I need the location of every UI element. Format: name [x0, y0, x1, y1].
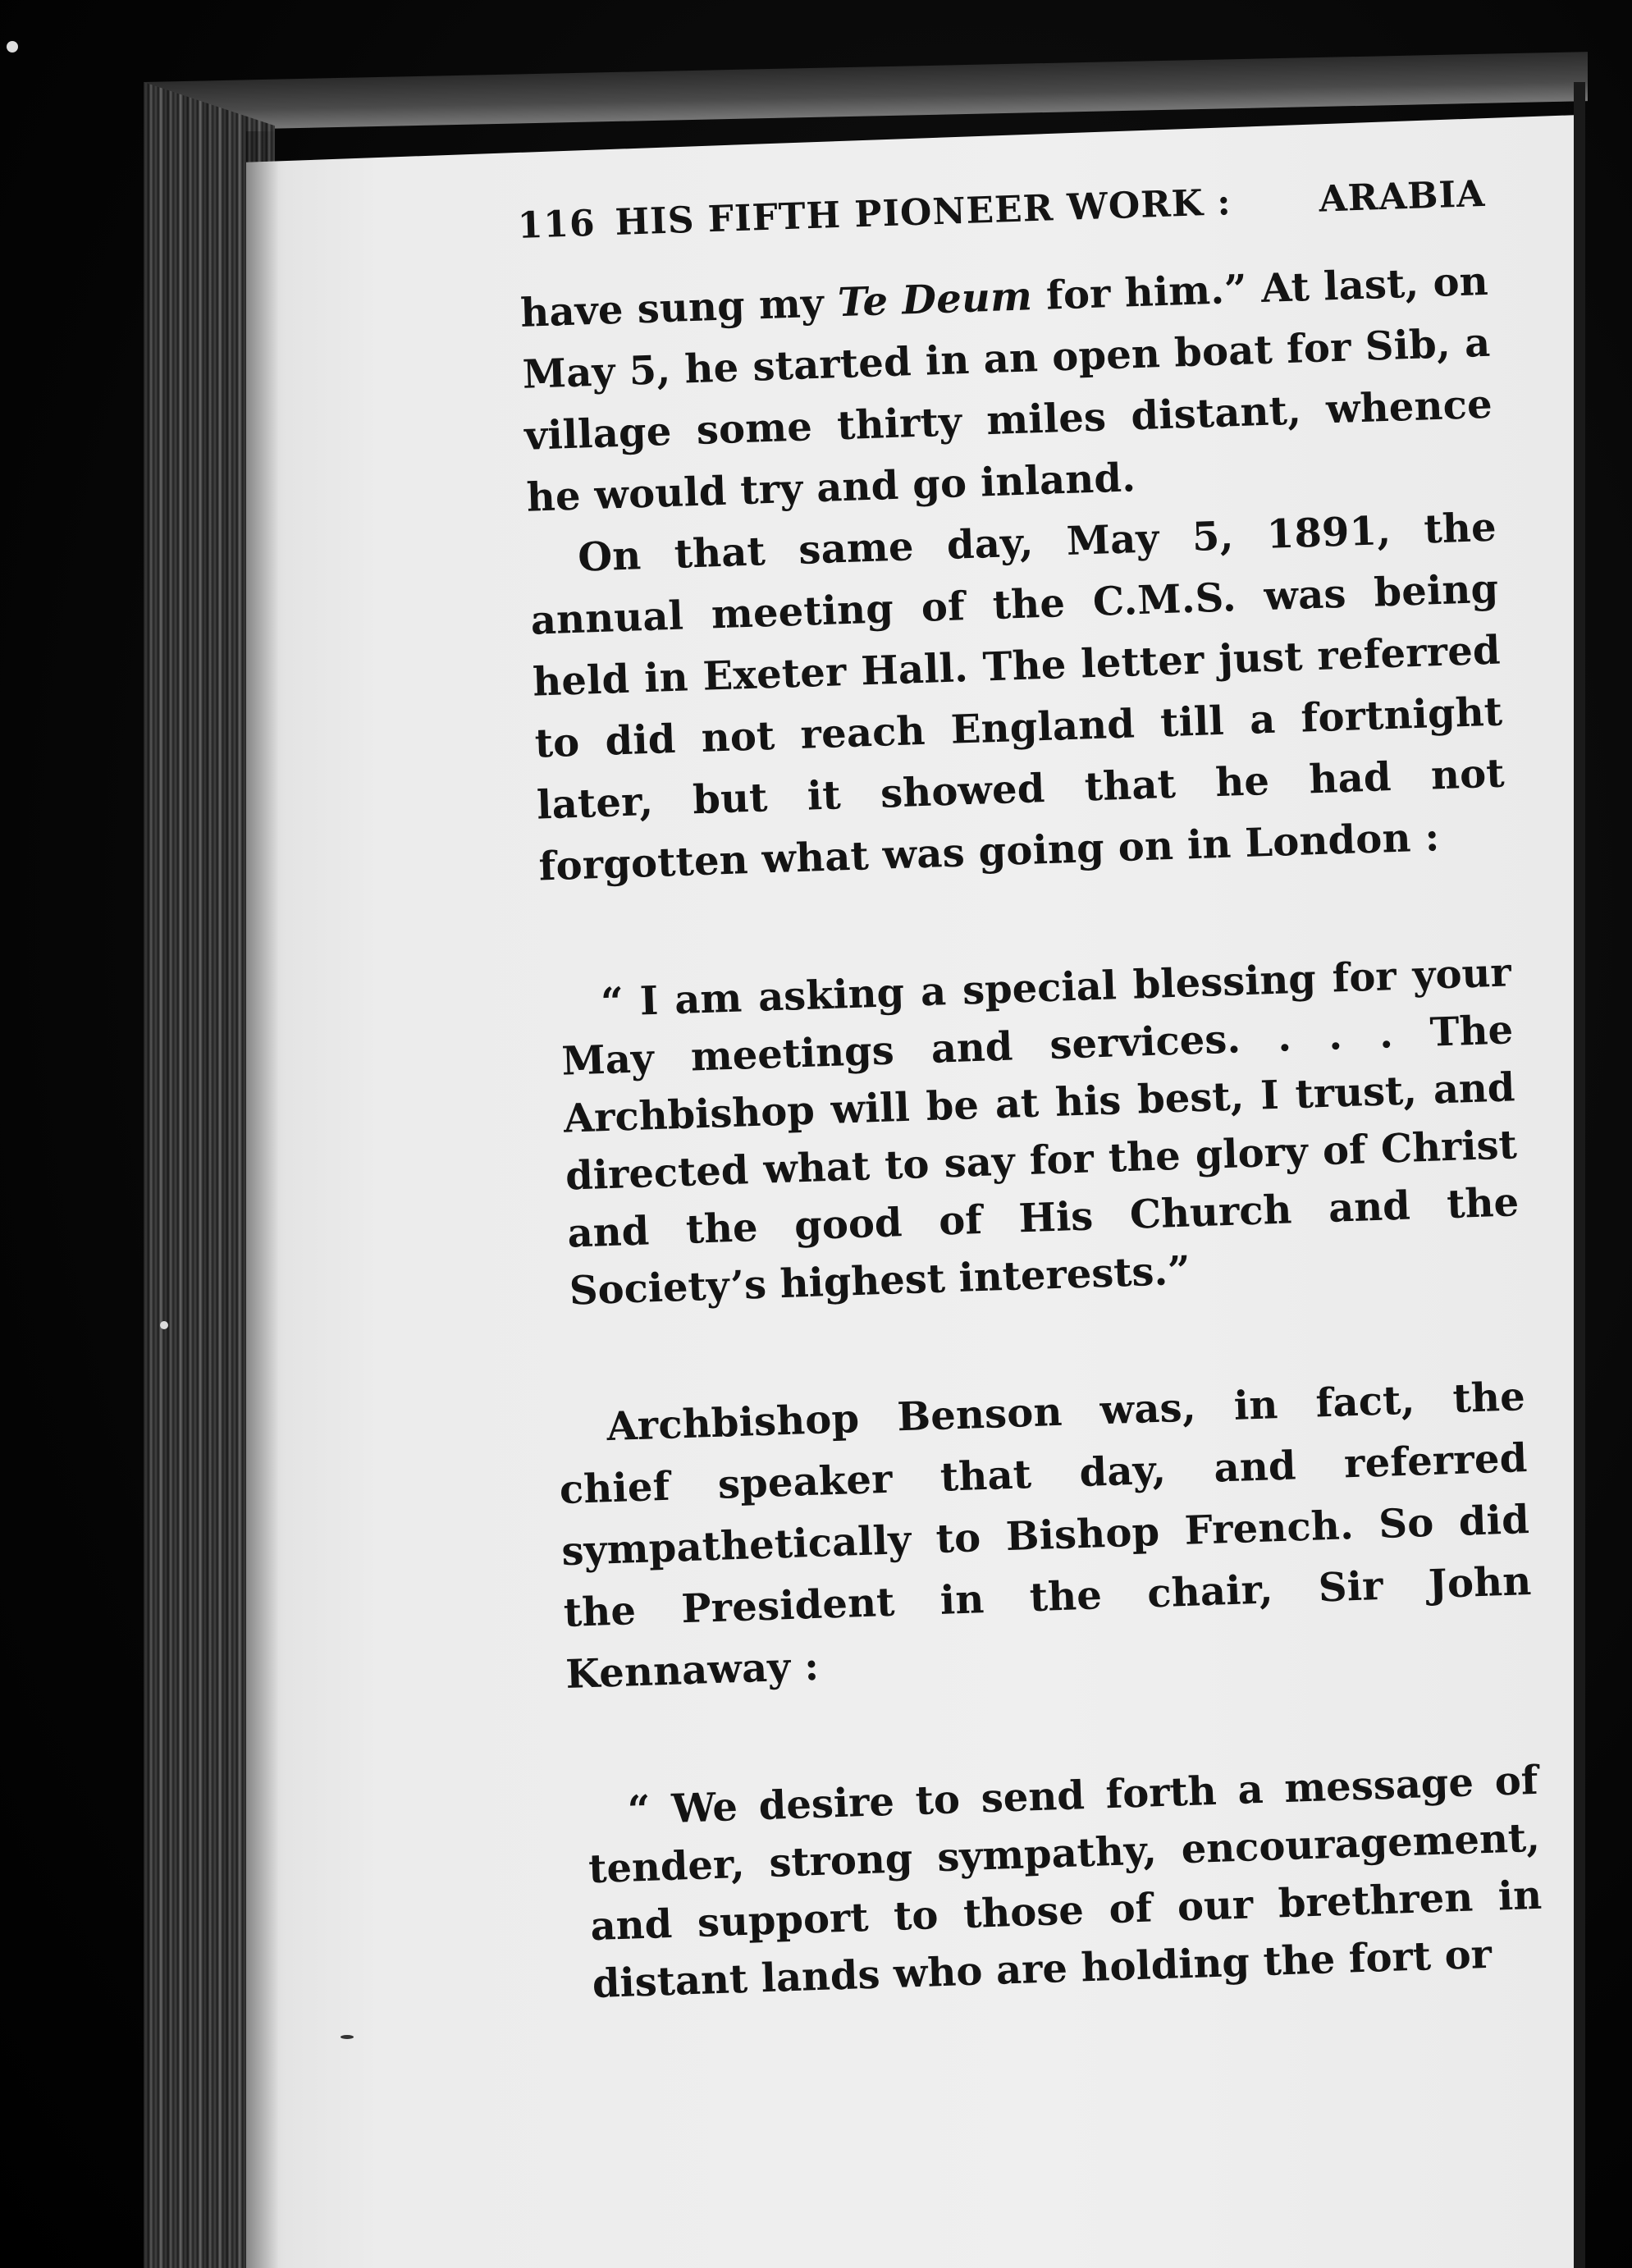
te-deum-italic: Te Deum	[837, 273, 1033, 327]
block-quote-archbishop: “ I am asking a special blessing for your May meetings and services. . . . The Archbishop will be at his best, I trust, and directed what to say for the glory of Christ and the good of His Church and the Society’s highest interests.”	[560, 949, 1520, 1315]
continuation-paragraph: have sung my Te Deum for him.” At last, on May 5, he started in an open boat for Sib, a village some thirty miles distant, whence he would try and go inland.	[519, 258, 1493, 521]
block-quote-kennaway: “ We desire to send forth a message of tender, strong sympathy, encouragement, and support to those of our brethren in distant lands who are holding the fort or	[587, 1757, 1543, 2008]
dust-speck	[7, 41, 18, 53]
topic-title: ARABIA	[1318, 172, 1487, 221]
dust-speck	[341, 2035, 354, 2039]
page-number: 116	[517, 202, 597, 247]
chapter-title: HIS FIFTH PIONEER WORK :	[614, 181, 1232, 245]
dust-speck	[160, 1321, 168, 1329]
paragraph-benson: Archbishop Benson was, in fact, the chief speaker that day, and referred sympathetically to Bishop French. So did the President in the chair, Sir John Kennaway :	[559, 1374, 1533, 1698]
gutter-shadow	[246, 131, 279, 2268]
page-right-border	[1574, 82, 1585, 2268]
body-text	[519, 251, 1507, 899]
paragraph-exeter-hall: On that same day, May 5, 1891, the annual meeting of the C.M.S. was being held in Exeter Hall. The letter just referred to did not reach England till a fortnight later, but it showed that he had not forgotten what was going on in London :	[529, 504, 1506, 890]
page-text	[517, 173, 1544, 2014]
